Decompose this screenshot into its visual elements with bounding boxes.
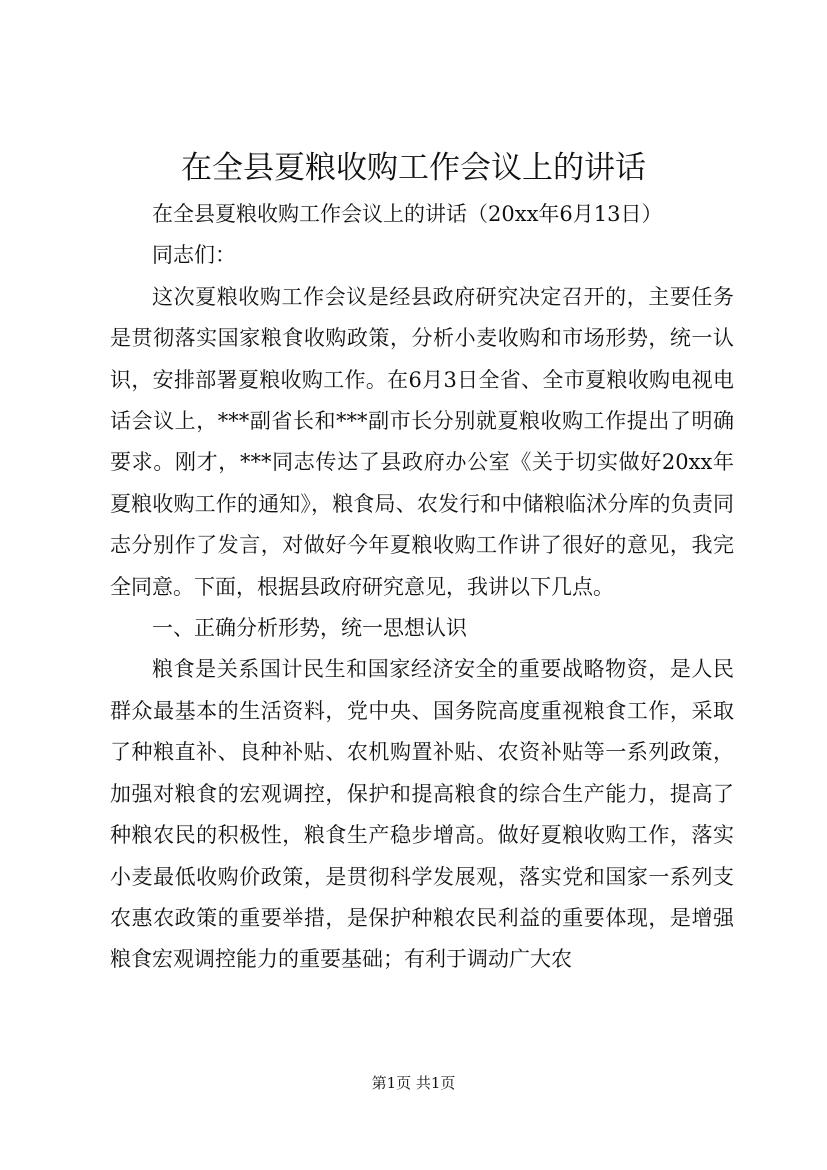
section-heading: 一、正确分析形势，统一思想认识 — [152, 616, 467, 641]
subtitle-paragraph: 在全县夏粮收购工作会议上的讲话（20xx年6月13日） — [152, 202, 663, 226]
section-paragraph: 粮食是关系国计民生和国家经济安全的重要战略物资，是人民群众最基本的生活资料，党中央、国务院高度重视粮食工作，采取了种粮直补、良种补贴、农机购置补贴、农资补贴等一系列政策，加强对粮食的宏观调控，保护和提高粮食的综合生产能力，提高了种粮农民的积极性，粮食生产稳步增高。做好夏粮收购工作，落实小麦最低收购价政策，是贯彻科学发展观，落实党和国家一系列支农惠农政策的重要举措，是保护种粮农民利益的重要体现，是增强粮食宏观调控能力的重要基础；有利于调动广大农 — [110, 657, 734, 972]
document-title: 在全县夏粮收购工作会议上的讲话 — [181, 150, 646, 186]
intro-paragraph: 这次夏粮收购工作会议是经县政府研究决定召开的，主要任务是贯彻落实国家粮食收购政策，分析小麦收购和市场形势，统一认识，安排部署夏粮收购工作。在6月3日全省、全市夏粮收购电视电话会议上，***副省长和***副市长分别就夏粮收购工作提出了明确要求。刚才，***同志传达了县政府办公室《关于切实做好20xx年夏粮收购工作的通知》，粮食局、农发行和中储粮临沭分库的负责同志分别作了发言，对做好今年夏粮收购工作讲了很好的意见，我完全同意。下面，根据县政府研究意见，我讲以下几点。 — [110, 284, 734, 599]
page-footer: 第1页 共1页 — [371, 1074, 456, 1092]
salutation-paragraph: 同志们： — [152, 243, 236, 268]
document-body — [110, 194, 734, 981]
